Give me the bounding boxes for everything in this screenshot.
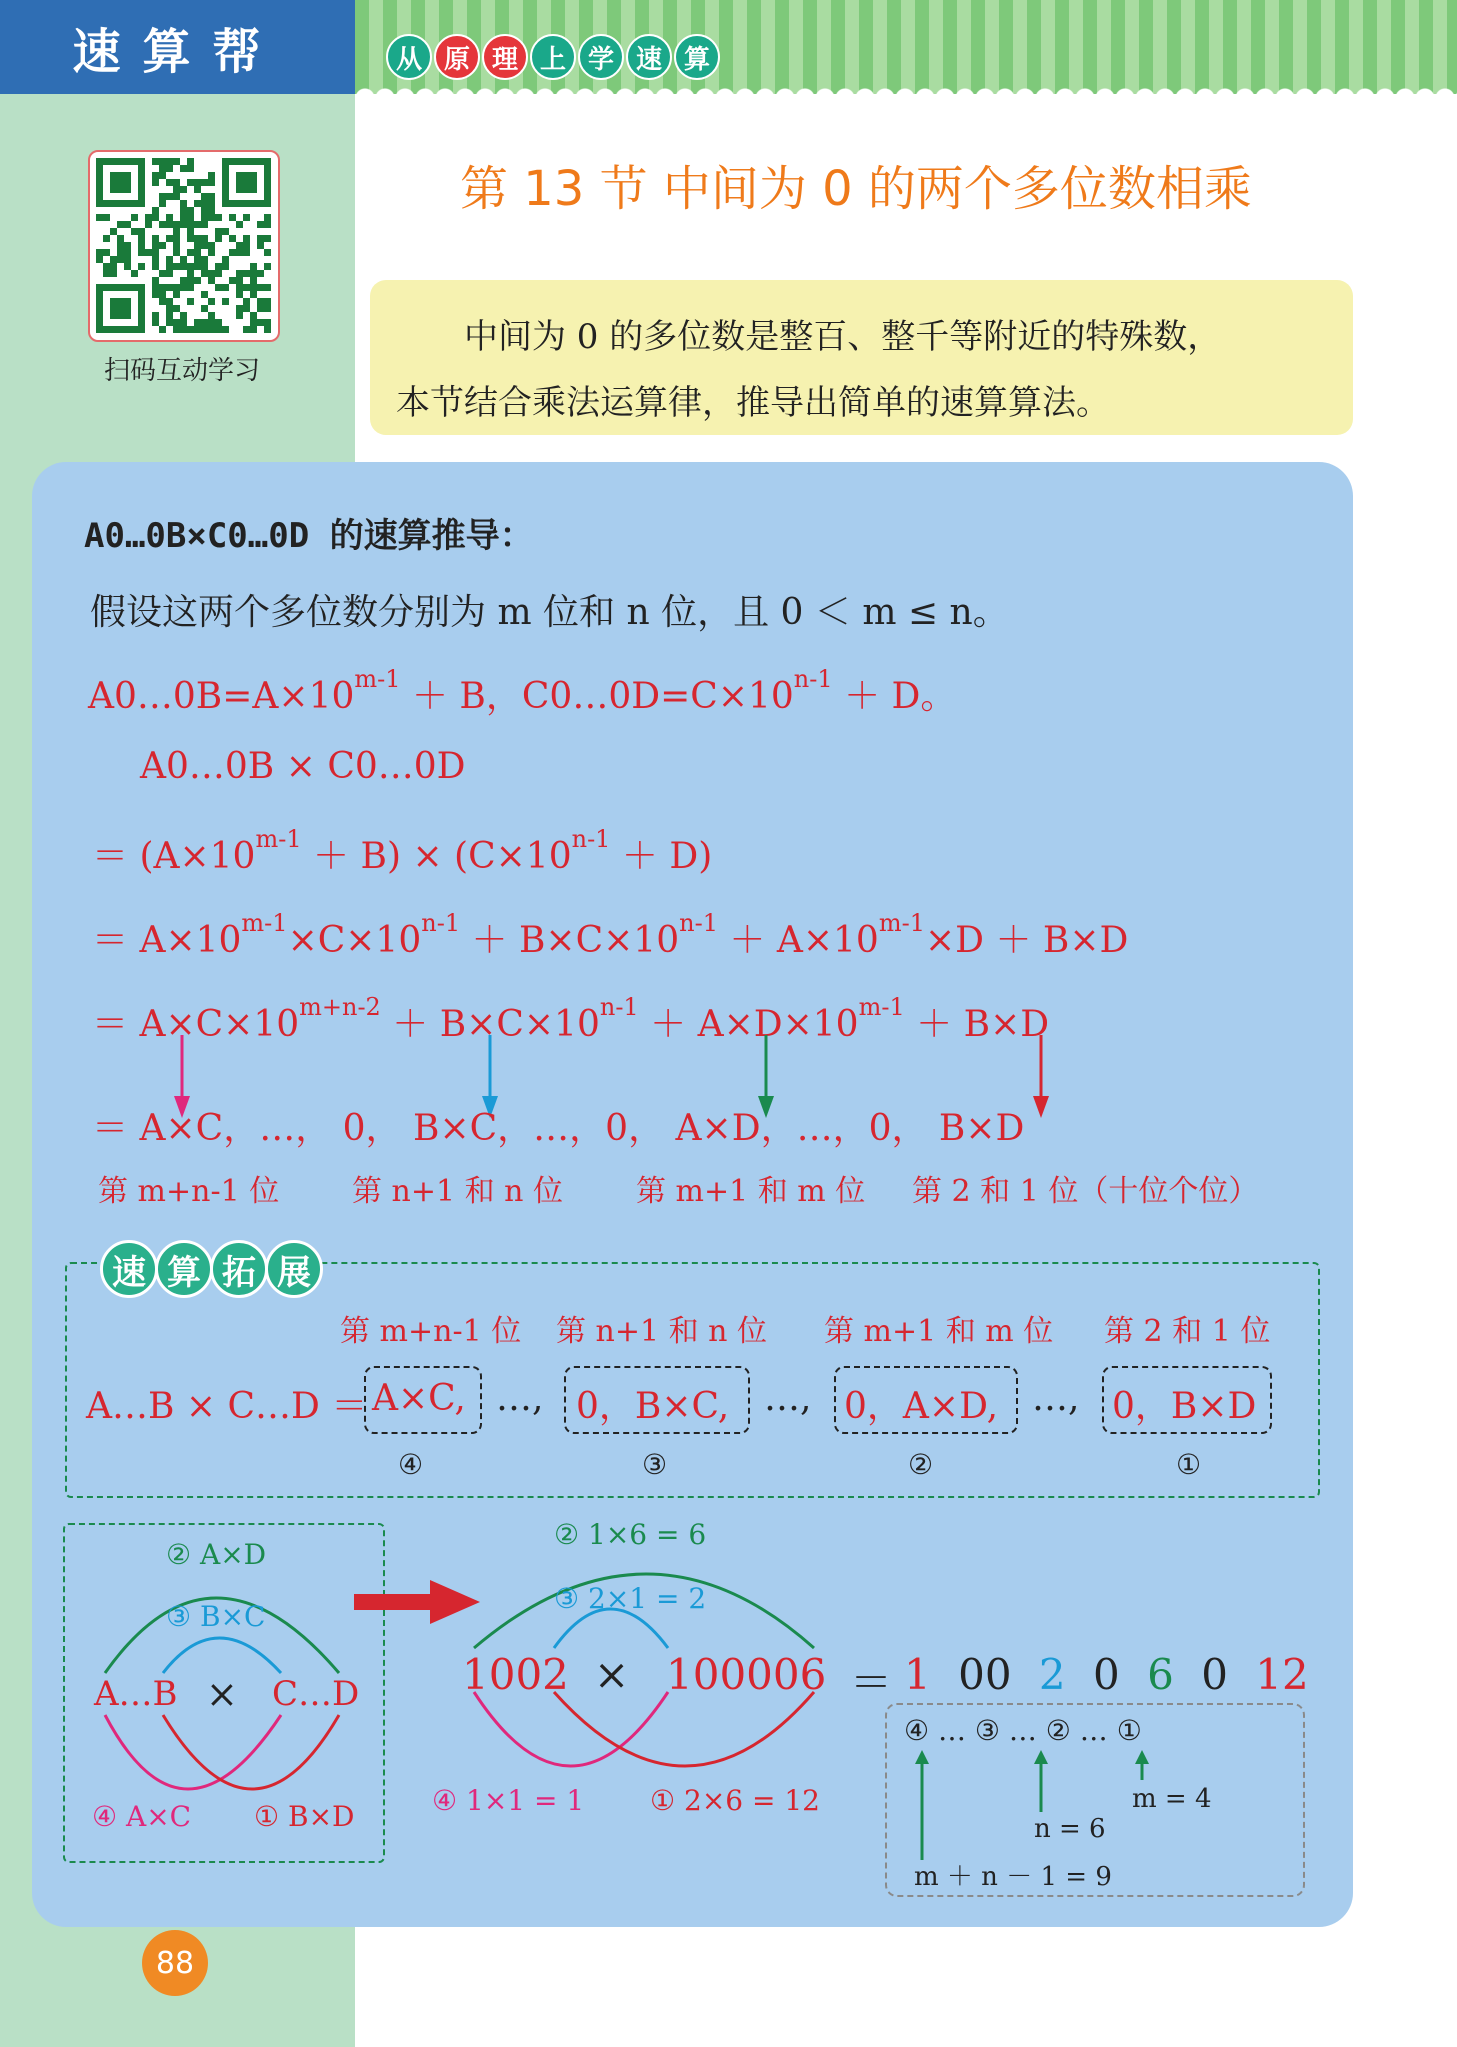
mn-value: m ＋ n － 1 = 9 (914, 1862, 1112, 1892)
step-line-3: ＝ $A\times C\times 10^{m+n-2} + B\times C\times 10^{n-1} + A\times D\times 10^{m-1} + B\times D$ (92, 993, 1050, 1045)
example-result: 1 00 2 0 6 0 12 (904, 1650, 1309, 1699)
extension-sep: …, (1032, 1378, 1080, 1419)
tagline-char: 上 (530, 34, 576, 80)
tagline-char: 从 (386, 34, 432, 80)
tagline-char: 算 (674, 34, 720, 80)
intro-box (370, 280, 1353, 435)
extension-box-1-text: 0，B×D (1112, 1386, 1257, 1427)
position-label: 第 2 和 1 位（十位个位） (912, 1174, 1259, 1209)
example-label: ③ 2×1 = 2 (554, 1582, 707, 1615)
extension-label: 第 m+n-1 位 (340, 1314, 522, 1349)
tagline (386, 34, 722, 80)
extension-index: ① (1176, 1448, 1202, 1481)
intro-line: 本节结合乘法运算律，推导出简单的速算算法。 (396, 383, 1110, 423)
example-label: ④ 1×1 = 1 (432, 1784, 585, 1817)
extension-label: 第 2 和 1 位 (1104, 1314, 1271, 1349)
example-factor-2: 100006 (666, 1650, 827, 1699)
example-equals: ＝ (850, 1658, 893, 1707)
assumption-line: 假设这两个多位数分别为 m 位和 n 位，且 0 ＜ m ≤ n。 (90, 592, 1009, 633)
diagram-times: × (206, 1672, 238, 1716)
extension-title: 速 算 拓 展 (100, 1240, 320, 1298)
page-number: 88 (142, 1930, 208, 1996)
diagram-label: ① B×D (254, 1800, 355, 1833)
extension-index: ③ (642, 1448, 668, 1481)
position-label: 第 m+1 和 m 位 (636, 1174, 866, 1209)
extension-index: ② (908, 1448, 934, 1481)
diagram-label: ② A×D (166, 1538, 267, 1571)
extension-sep: …, (496, 1378, 544, 1419)
position-label: 第 m+n-1 位 (98, 1174, 280, 1209)
extension-box-4-text: A×C, (372, 1378, 466, 1419)
example-label: ① 2×6 = 12 (650, 1784, 820, 1817)
step-line-1: ＝ $(A\times 10^{m-1} + B) \times (C\times 10^{n-1} + D)$ (92, 825, 713, 877)
derivation-heading: A0…0B×C0…0D 的速算推导： (84, 516, 534, 556)
extension-lhs: A…B × C…D ＝ (86, 1386, 368, 1427)
m-value: m = 4 (1132, 1784, 1212, 1814)
extension-label: 第 n+1 和 n 位 (556, 1314, 768, 1349)
tagline-char: 速 (626, 34, 672, 80)
qr-code[interactable] (88, 150, 280, 342)
extension-box-2-text: 0，A×D, (844, 1386, 999, 1427)
extension-index: ④ (398, 1448, 424, 1481)
brand-title: 速算帮 (0, 0, 355, 94)
tagline-char: 原 (434, 34, 480, 80)
diagram-label: ③ B×C (166, 1600, 266, 1633)
extension-label: 第 m+1 和 m 位 (824, 1314, 1054, 1349)
qr-code-icon (90, 152, 278, 340)
example-times: × (594, 1650, 630, 1699)
product-expression: A0…0B × C0…0D (140, 746, 466, 787)
n-value: n = 6 (1034, 1814, 1106, 1844)
extension-box-3-text: 0，B×C, (576, 1386, 730, 1427)
section-title: 第 13 节 中间为 0 的两个多位数相乘 (460, 161, 1252, 217)
position-label: 第 n+1 和 n 位 (352, 1174, 564, 1209)
definition-line: $A0\dots 0B=A\times 10^{m-1} + B$，$C0\dots 0D=C\times 10^{n-1} + D$。 (88, 665, 957, 717)
extension-sep: …, (764, 1378, 812, 1419)
digit-position-index: ④ … ③ … ② … ① (904, 1714, 1142, 1747)
qr-caption: 扫码互动学习 (103, 356, 260, 386)
tagline-char: 学 (578, 34, 624, 80)
diagram-ab: A…B (94, 1674, 178, 1714)
tagline-char: 理 (482, 34, 528, 80)
step-line-2: ＝ $A\times 10^{m-1}\times C\times 10^{n-1} + B\times C\times 10^{n-1} + A\times 10^{m-1}\times D + B\times D$ (92, 909, 1129, 961)
diagram-label: ④ A×C (92, 1800, 192, 1833)
intro-line: 中间为 0 的多位数是整百、整千等附近的特殊数， (464, 317, 1222, 357)
example-factor-1: 1002 (462, 1650, 569, 1699)
header-scallop (355, 80, 1457, 100)
example-label: ② 1×6 = 6 (554, 1518, 707, 1551)
diagram-cd: C…D (272, 1674, 360, 1714)
step-line-4: ＝ A×C，…， 0， B×C，…，0， A×D，…，0， B×D (92, 1108, 1025, 1149)
